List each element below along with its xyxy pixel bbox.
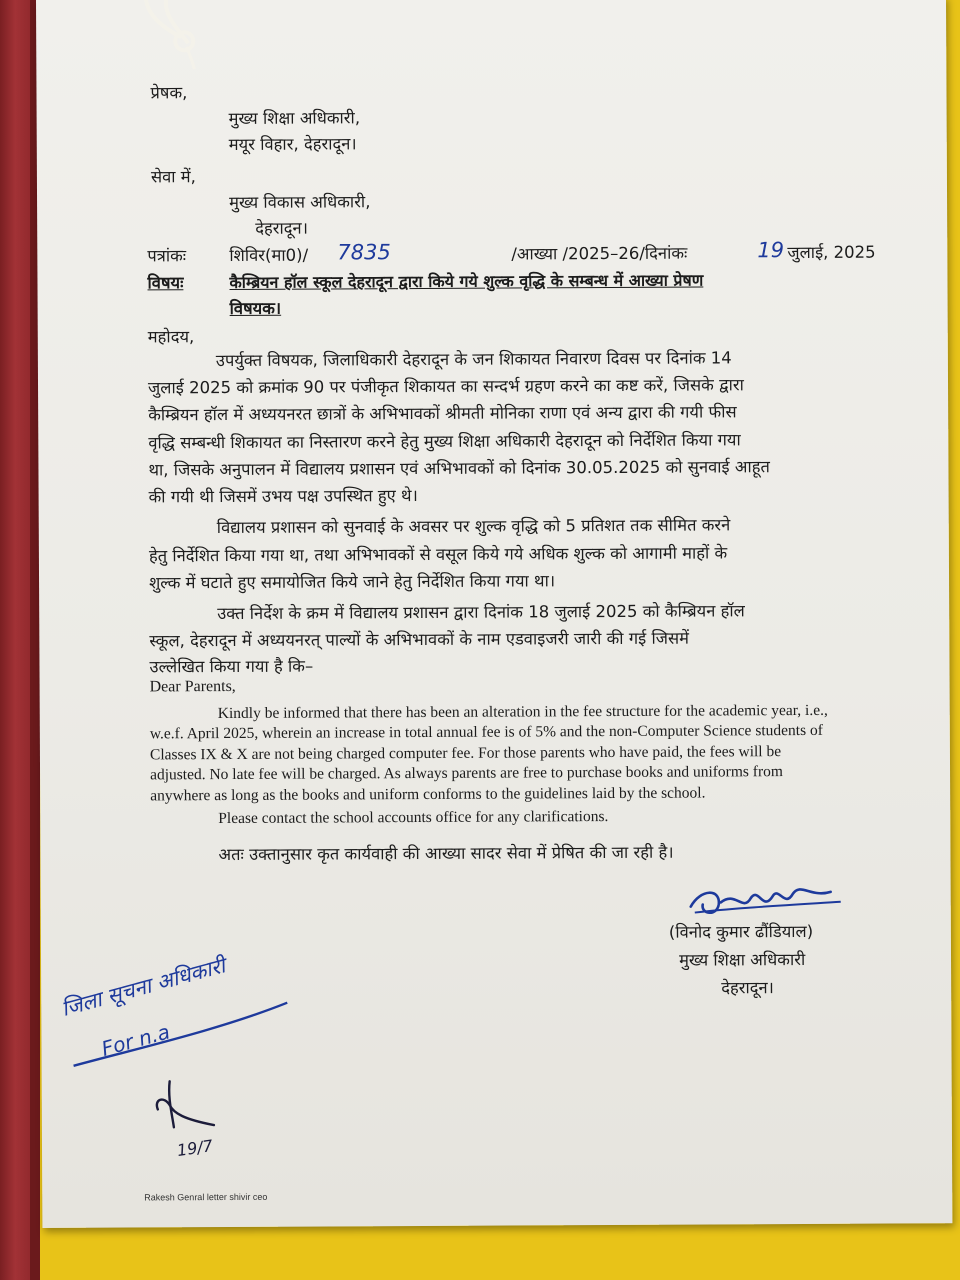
para1-line: जुलाई 2025 को क्रमांक 90 पर पंजीकृत शिकायत का सन्दर्भ ग्रहण करने का कष्ट करें, जिसके द्वारा [147,375,744,398]
letter-page [36,0,952,1228]
para1-line: उपर्युक्त विषयक, जिलाधिकारी देहरादून के जन शिकायत निवारण दिवस पर दिनांक 14 [215,348,732,371]
para2-line: शुल्क में घटाते हुए समायोजित किये जाने हेतु निर्देशित किया गया था। [149,571,556,593]
handwritten-initial-date: 19/7 [175,1136,215,1161]
recipient-line2: देहरादून। [255,218,308,238]
para2-line: हेतु निर्देशित किया गया था, तथा अभिभावकों से वसूल किये गये अधिक शुल्क को आगामी माहों के [148,543,728,566]
para1-line: वृद्धि सम्बन्धी शिकायत का निस्तारण करने हेतु मुख्य शिक्षा अधिकारी देहरादून को निर्देशित किया गया [148,430,741,453]
english-line: adjusted. No late fee will be charged. As always parents are free to purchase books and uniforms from [150,763,783,784]
ref-date-rest: जुलाई, 2025 [787,242,876,263]
english-line: Kindly be informed that there has been an alteration in the fee structure for the academic year, i.e., [217,701,828,723]
sender-line1: मुख्य शिक्षा अधिकारी, [228,108,361,128]
english-salutation: Dear Parents, [149,677,236,696]
signatory-place: देहरादून। [721,978,774,998]
handwritten-note-line2: For n.a [98,1019,173,1061]
para3-line: स्कूल, देहरादून में अध्ययनरत् पाल्यों के अभिभावकों के नाम एडवाइजरी जारी की गई जिसमें [149,628,690,651]
subject-line2: विषयक। [229,298,282,318]
recipient-label: सेवा में, [150,167,196,187]
ref-number-handwritten: 7835 [337,240,391,265]
subject-line1: कैम्ब्रियन हॉल स्कूल देहरादून द्वारा किये गये शुल्क वृद्धि के सम्बन्ध में आख्या प्रेषण [229,270,704,292]
ref-date-handwritten: 19 [757,238,785,263]
ref-code: शिविर(मा0)/ [229,245,309,265]
para3-line: उक्त निर्देश के क्रम में विद्यालय प्रशासन द्वारा दिनांक 18 जुलाई 2025 को कैम्ब्रियन हॉल [217,601,745,624]
signatory-title: मुख्य शिक्षा अधिकारी [678,949,806,970]
recipient-line1: मुख्य विकास अधिकारी, [229,192,371,212]
para2-line: विद्यालय प्रशासन को सुनवाई के अवसर पर शुल्क वृद्धि को 5 प्रतिशत तक सीमित करने [216,515,731,538]
english-line: anywhere as long as the books and uniform conforms to the guidelines laid by the school. [150,784,706,805]
signatory-name: (विनोद कुमार ढौंडियाल) [668,921,814,942]
english-line: w.e.f. April 2025, wherein an increase in total annual fee is of 5% and the non-Computer Science students of [149,721,823,743]
footer-note: Rakesh Genral letter shivir ceo [144,1191,268,1203]
ref-label: पत्रांकः [147,246,187,266]
english-contact: Please contact the school accounts office for any clarifications. [218,808,609,828]
para1-line: कैम्ब्रियन हॉल में अध्ययनरत छात्रों के अभिभावकों श्रीमती मोनिका राणा एवं अन्य द्वारा की गयी फीस [148,402,737,425]
signature-mark [681,868,851,929]
handwritten-note-line1: जिला सूचना अधिकारी [58,953,228,1022]
ref-mid: /आख्या /2025–26/दिनांकः [511,243,688,264]
handwritten-note [51,953,302,1070]
sender-line2: मयूर विहार, देहरादून। [228,134,357,154]
sender-label: प्रेषक, [150,83,188,103]
para3-line: उल्लेखित किया गया है कि– [149,656,314,677]
salutation: महोदय, [147,327,195,347]
closing-line: अतः उक्तानुसार कृत कार्यवाही की आख्या सादर सेवा में प्रेषित की जा रही है। [218,842,674,865]
para1-line: की गयी थी जिसमें उभय पक्ष उपस्थित हुए थे। [148,486,418,507]
string-tie [126,0,206,70]
subject-label: विषयः [147,273,184,293]
para1-line: था, जिसके अनुपालन में विद्यालय प्रशासन एवं अभिभावकों को दिनांक 30.05.2025 को सुनवाई आहूत [148,457,770,480]
english-line: Classes IX & X are not being charged computer fee. For those parents who have paid, the fees will be [149,743,782,764]
